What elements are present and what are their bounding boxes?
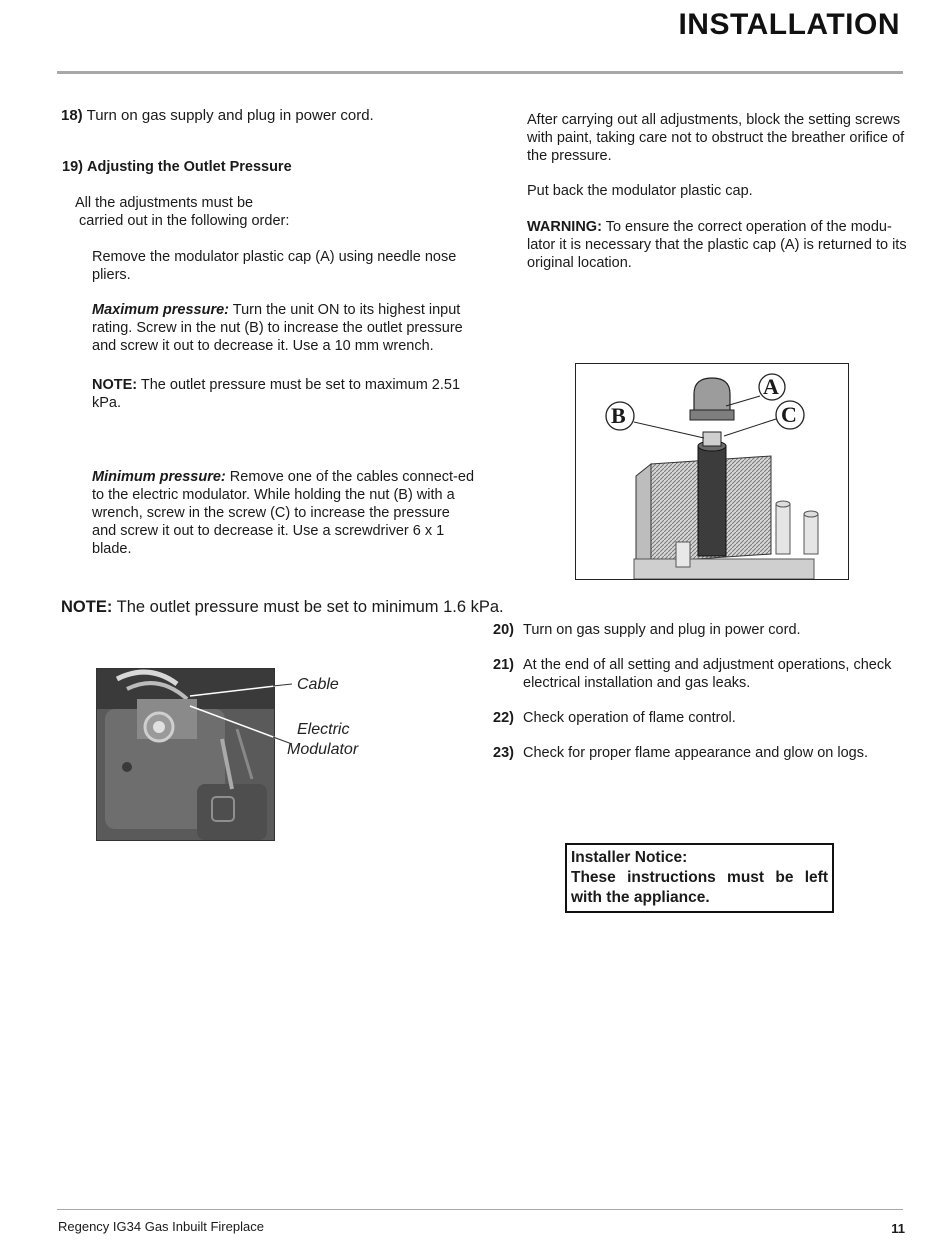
minimum-pressure-para (92, 468, 476, 558)
put-back-cap-para: Put back the modulator plastic cap. (527, 183, 753, 199)
step-text: At the end of all setting and adjustment operations, check electrical installation and gas leaks. (523, 657, 892, 691)
step-item (493, 709, 908, 727)
order-line-2: carried out in the following order: (79, 213, 290, 229)
step-number: 20) (493, 622, 514, 638)
modulator-label-line1: Electric (297, 721, 350, 738)
header-rule (57, 71, 903, 74)
step-text: Check operation of flame control. (523, 710, 736, 726)
step-18 (61, 107, 481, 125)
min-label: Minimum pressure: (92, 469, 226, 485)
notice-text: These instructions must be left with the appliance. (571, 869, 828, 906)
step-item (493, 656, 908, 692)
order-intro (75, 194, 375, 230)
note-text: The outlet pressure must be set to maximum 2.51 kPa. (92, 377, 461, 411)
steps-list (493, 621, 908, 762)
note-max (92, 376, 476, 412)
remove-cap-text: Remove the modulator plastic cap (A) using needle nose pliers. (92, 249, 457, 283)
max-label: Maximum pressure: (92, 302, 229, 318)
step-text: Turn on gas supply and plug in power cord. (86, 107, 374, 124)
modulator-label-line2: Modulator (287, 741, 359, 758)
footer-product-name: Regency IG34 Gas Inbuilt Fireplace (58, 1219, 264, 1234)
warning-para (527, 218, 912, 272)
warning-text: To ensure the correct operation of the modu-lator it is necessary that the plastic cap (A) is returned to its original location. (527, 219, 907, 271)
footer-rule (57, 1209, 903, 1210)
callout-b: B (611, 403, 626, 428)
step-number: 21) (493, 657, 514, 673)
note-text: The outlet pressure must be set to minimum 1.6 kPa. (112, 598, 504, 616)
modulator-diagram (575, 363, 849, 580)
step-number: 22) (493, 710, 514, 726)
min-text: Remove one of the cables connect-ed to the electric modulator. While holding the nut (B) with a wrench, screw in the screw (C) to increase the pressure and screw it out to decrease it. Use a screwdriver 6 x 1 blade. (92, 469, 475, 557)
callout-a: A (763, 374, 779, 399)
installer-notice-box (565, 843, 834, 913)
step-text: Check for proper flame appearance and glow on logs. (523, 745, 868, 761)
step-number: 18) (61, 107, 83, 124)
page-number: 11 (891, 1221, 905, 1236)
notice-heading: Installer Notice: (571, 849, 688, 866)
note-min (61, 597, 511, 617)
max-text: Turn the unit ON to its highest input rating. Screw in the nut (B) to increase the outlet pressure and screw it out to decrease it. Use a 10 mm wrench. (92, 302, 463, 354)
warning-label: WARNING: (527, 219, 602, 235)
section-heading: Adjusting the Outlet Pressure (87, 159, 292, 175)
photo-callout-lines (180, 670, 300, 750)
callout-c: C (781, 402, 797, 427)
cable-label: Cable (297, 676, 339, 693)
note-label: NOTE: (61, 598, 113, 616)
note-label: NOTE: (92, 377, 138, 393)
step-number: 19) (62, 159, 83, 175)
page-title: INSTALLATION (678, 8, 900, 41)
order-line-1: All the adjustments must be (75, 195, 254, 211)
step-item (493, 621, 908, 639)
step-number: 23) (493, 745, 514, 761)
step-19-heading (62, 158, 482, 176)
maximum-pressure-para (92, 301, 476, 355)
block-screws-para: After carrying out all adjustments, block the setting screws with paint, taking care not to obstruct the breather orifice of the pressure. (527, 112, 905, 164)
step-text: Turn on gas supply and plug in power cord. (523, 622, 801, 638)
step-item (493, 744, 908, 762)
